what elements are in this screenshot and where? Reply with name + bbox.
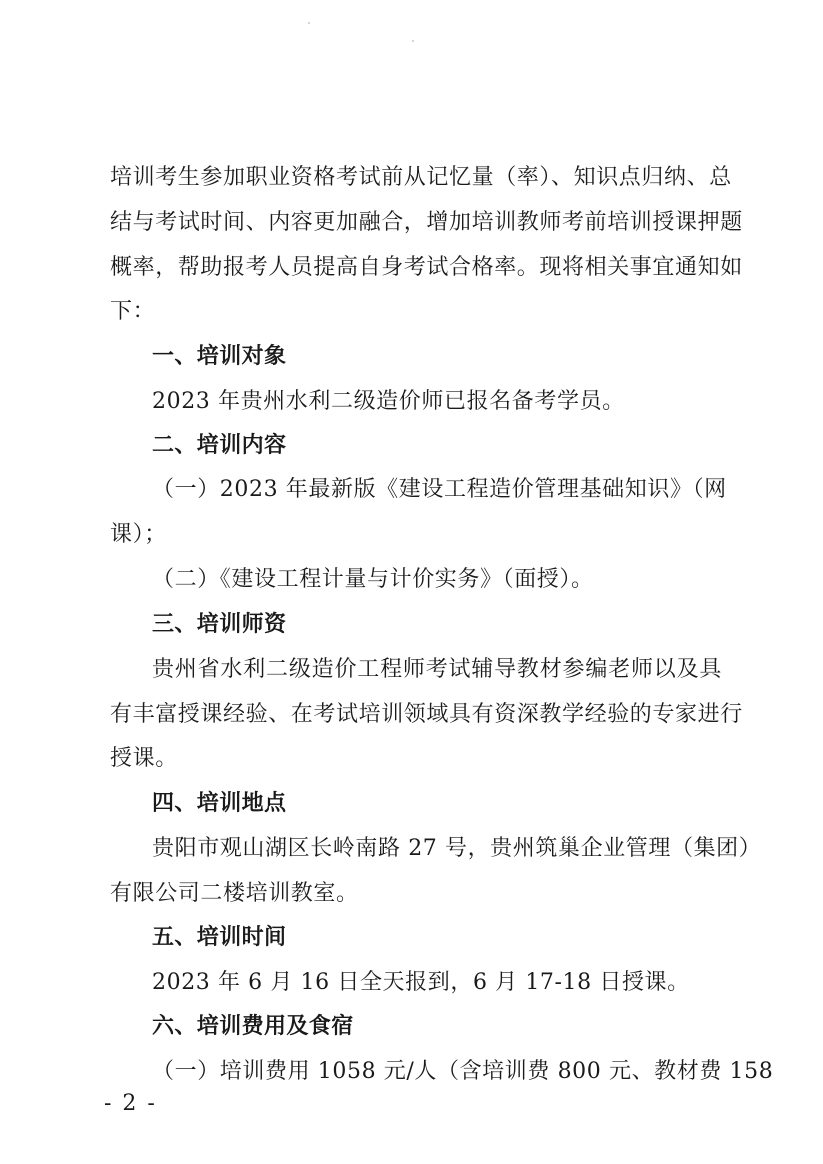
section-heading-location: 四、培训地点 [152,791,287,816]
section-heading-training-content: 二、培训内容 [152,433,287,458]
section2-line-1: （一）2023 年最新版《建设工程造价管理基础知识》（网 [152,477,727,502]
intro-line-4: 下： [110,299,156,324]
section2-line-2: 课）； [110,522,167,547]
section2-line-3: （二）《建设工程计量与计价实务》（面授）。 [152,567,594,592]
section4-line-2: 有限公司二楼培训教室。 [110,881,359,906]
section5-line-1: 2023 年 6 月 16 日全天报到，6 月 17-18 日授课。 [152,970,690,995]
intro-line-1: 培训考生参加职业资格考试前从记忆量（率）、知识点归纳、总 [110,165,732,190]
section3-line-3: 授课。 [110,746,178,771]
section3-line-1: 贵州省水利二级造价工程师考试辅导教材参编老师以及具 [152,657,722,682]
section3-line-2: 有丰富授课经验、在考试培训领域具有资深教学经验的专家进行 [110,702,743,727]
page-number: - 2 - [104,1091,157,1116]
section1-line-1: 2023 年贵州水利二级造价师已报名备考学员。 [152,389,625,414]
scan-speck [412,40,414,42]
section-heading-fees-accommodation: 六、培训费用及食宿 [152,1014,354,1039]
scan-speck [308,22,310,24]
intro-line-2: 结与考试时间、内容更加融合，增加培训教师考前培训授课押题 [110,210,743,235]
intro-line-3: 概率，帮助报考人员提高自身考试合格率。现将相关事宜通知如 [110,255,743,280]
section-heading-target-audience: 一、培训对象 [152,344,287,369]
section4-line-1: 贵阳市观山湖区长岭南路 27 号，贵州筑巢企业管理（集团） [152,836,762,861]
section-heading-instructors: 三、培训师资 [152,612,287,637]
section-heading-schedule: 五、培训时间 [152,925,287,950]
section6-line-1: （一）培训费用 1058 元/人（含培训费 800 元、教材费 158 [152,1059,774,1084]
